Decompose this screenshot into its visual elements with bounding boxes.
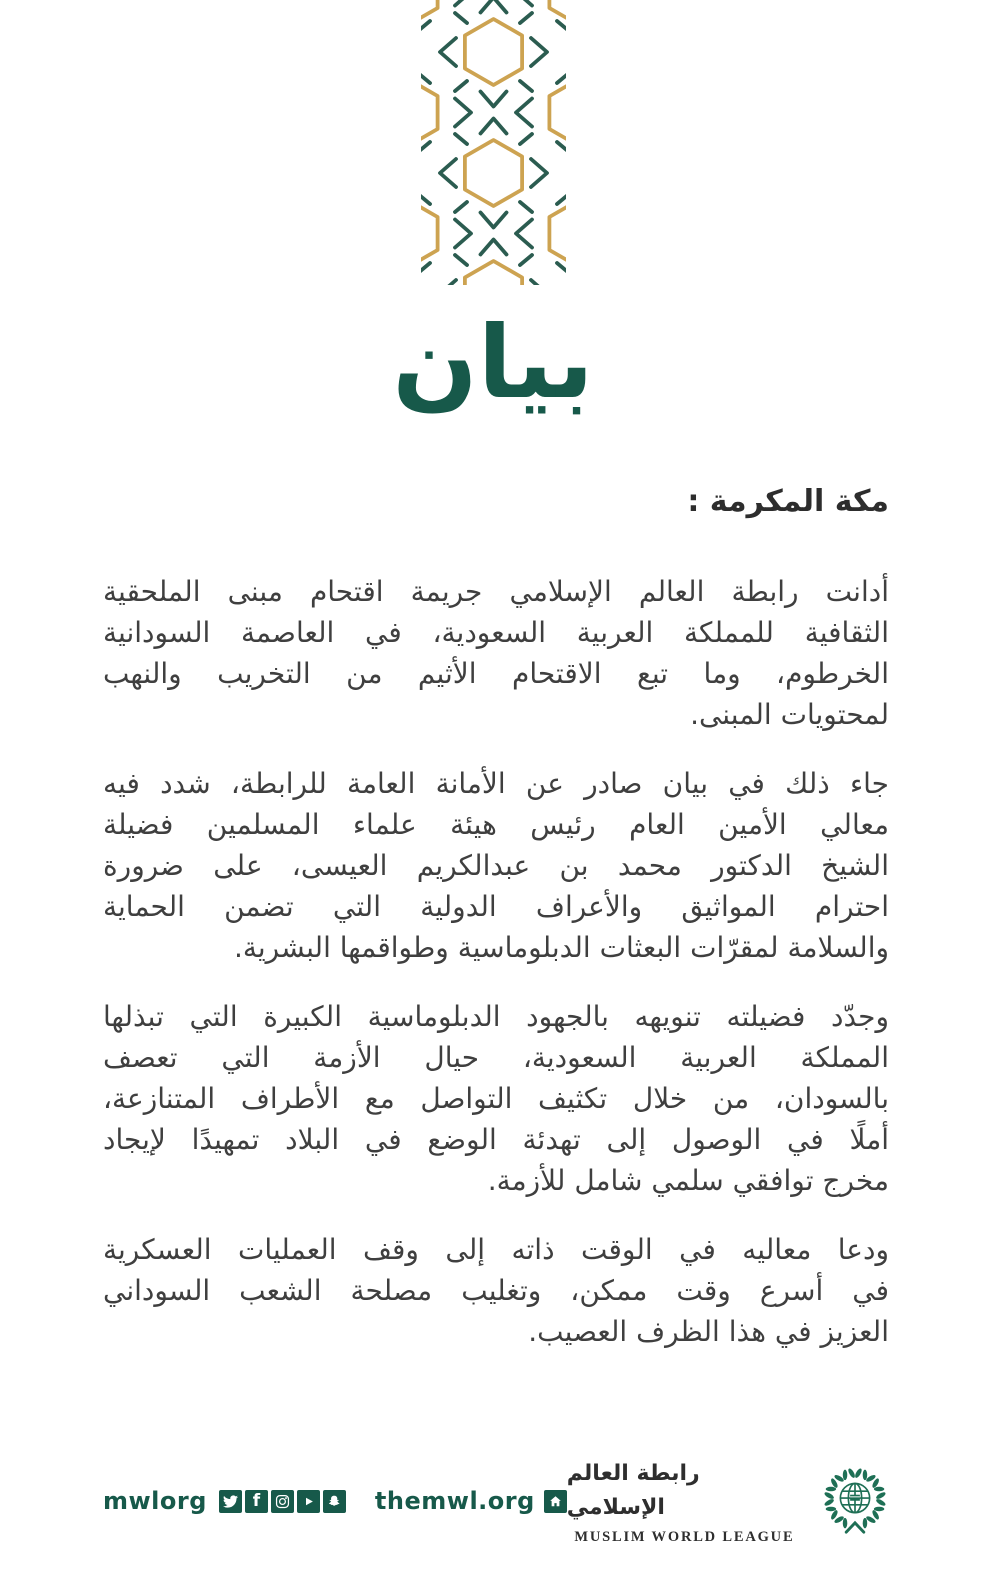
- islamic-pattern-icon: [421, 0, 566, 285]
- youtube-button[interactable]: [297, 1490, 320, 1513]
- statement-title: بيان: [392, 304, 594, 421]
- facebook-button[interactable]: [245, 1490, 268, 1513]
- mwl-logo: [567, 1457, 894, 1546]
- geometric-pattern: [421, 0, 566, 285]
- statement-line: الخرطوم، وما تبع الاقتحام الأثيم من التخريب والنهب: [103, 657, 889, 690]
- social-icon-row: [219, 1490, 349, 1513]
- twitter-button[interactable]: [219, 1490, 242, 1513]
- statement-line: المملكة العربية السعودية، حيال الأزمة التي تعصف: [103, 1041, 889, 1074]
- statement-line: معالي الأمين العام رئيس هيئة علماء المسلمين فضيلة: [103, 808, 889, 841]
- statement-paragraph: [103, 996, 889, 1201]
- statement-paragraph: [103, 571, 889, 735]
- statement-line: في أسرع وقت ممكن، وتغليب مصلحة الشعب السوداني: [103, 1274, 889, 1307]
- statement-line: الشيخ الدكتور محمد بن عبدالكريم العيسى، على ضرورة: [103, 849, 889, 882]
- footer: [0, 1445, 986, 1557]
- mwl-logo-text: [567, 1457, 802, 1546]
- statement-line: مخرج توافقي سلمي شامل للأزمة.: [487, 1164, 889, 1197]
- instagram-icon: [275, 1494, 290, 1509]
- mwl-arabic-name: رابطة العالم الإسلامي: [566, 1460, 700, 1520]
- statement-line: جاء ذلك في بيان صادر عن الأمانة العامة للرابطة، شدد فيه: [103, 767, 889, 800]
- website-home-button[interactable]: [544, 1490, 567, 1513]
- youtube-icon: [301, 1494, 316, 1509]
- statement-line: العزيز في هذا الظرف العصيب.: [528, 1315, 889, 1348]
- statement-line: بالسودان، من خلال تكثيف التواصل مع الأطراف المتنازعة،: [103, 1082, 889, 1115]
- statement-line: الثقافية للمملكة العربية السعودية، في العاصمة السودانية: [103, 616, 889, 649]
- statement-line: وجدّد فضيلته تنويهه بالجهود الدبلوماسية الكبيرة التي تبذلها: [103, 1000, 889, 1033]
- mwl-english-name: MUSLIM WORLD LEAGUE: [574, 1528, 795, 1545]
- statement-paragraph: [103, 763, 889, 968]
- statement-paragraph: [103, 1229, 889, 1352]
- facebook-icon: f: [252, 1490, 261, 1511]
- location-heading: مكة المكرمة :: [687, 484, 889, 519]
- website-link[interactable]: themwl.org: [374, 1487, 535, 1515]
- statement-line: أملًا في الوصول إلى تهدئة الوضع في البلاد تمهيدًا لإيجاد: [103, 1123, 889, 1156]
- statement-line: والسلامة لمقرّات البعثات الدبلوماسية وطواقمها البشرية.: [233, 931, 889, 964]
- statement-line: لمحتويات المبنى.: [690, 698, 889, 731]
- statement-line: ودعا معاليه في الوقت ذاته إلى وقف العمليات العسكرية: [103, 1233, 889, 1266]
- globe-wreath-icon: [816, 1459, 894, 1539]
- snapchat-button[interactable]: [323, 1490, 346, 1513]
- home-icon: [548, 1494, 563, 1509]
- mwl-emblem: [816, 1459, 894, 1543]
- footer-social-group: [103, 1487, 567, 1515]
- snapchat-icon: [327, 1494, 342, 1509]
- instagram-button[interactable]: [271, 1490, 294, 1513]
- statement-line: أدانت رابطة العالم الإسلامي جريمة اقتحام مبنى الملحقية: [103, 575, 889, 608]
- twitter-icon: [223, 1494, 238, 1509]
- statement-body: [103, 485, 889, 1352]
- social-handle[interactable]: mwlorg: [103, 1487, 207, 1515]
- statement-line: احترام المواثيق والأعراف الدولية التي تضمن الحماية: [103, 890, 889, 923]
